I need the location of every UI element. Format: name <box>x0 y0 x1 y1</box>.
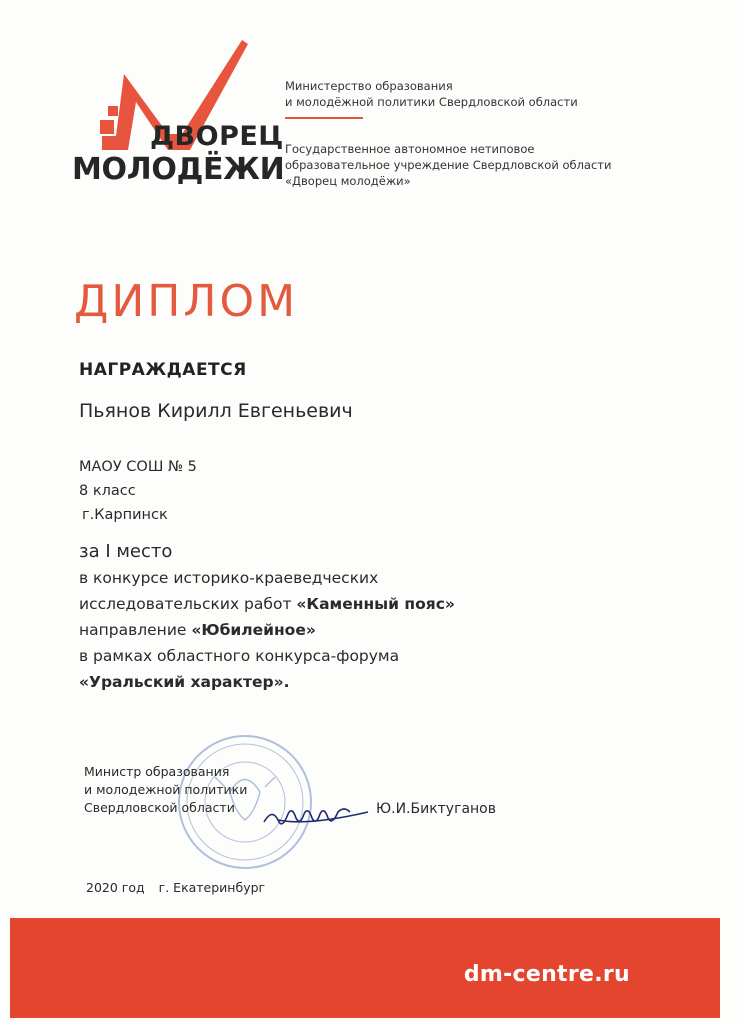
signatory-title <box>84 763 247 817</box>
signatory-line-1: Министр образования <box>84 764 230 779</box>
signatory-name: Ю.И.Биктуганов <box>376 801 496 817</box>
institution-line-3: «Дворец молодёжи» <box>285 174 411 188</box>
footer-bar <box>10 918 720 1018</box>
issue-year: 2020 год <box>86 880 145 895</box>
website-link[interactable]: dm-centre.ru <box>463 962 630 987</box>
institution-line-2: образовательное учреждение Свердловской области <box>285 158 612 172</box>
ministry-name <box>285 78 578 110</box>
ministry-line-1: Министерство образования <box>285 79 453 93</box>
reason-line-5 <box>79 669 455 695</box>
handwritten-signature-icon <box>258 796 388 836</box>
diploma-title: ДИПЛОМ <box>74 276 299 327</box>
direction-name: «Юбилейное» <box>191 621 316 639</box>
contest-name: «Каменный пояс» <box>296 595 455 613</box>
ministry-line-2: и молодёжной политики Свердловской области <box>285 95 578 109</box>
reason-line-2-text: исследовательских работ <box>79 595 297 613</box>
school-info <box>79 455 197 527</box>
forum-name: «Уральский характер». <box>79 673 290 691</box>
award-place: за I место <box>79 541 173 562</box>
school-city: г.Карпинск <box>82 507 168 523</box>
awarded-label: НАГРАЖДАЕТСЯ <box>79 360 247 380</box>
school-grade: 8 класс <box>79 483 136 499</box>
logo-line-2: МОЛОДЁЖИ <box>72 152 285 187</box>
reason-line-3 <box>79 617 455 643</box>
signatory-line-2: и молодежной политики <box>84 782 248 797</box>
institution-name <box>285 141 611 189</box>
issue-date <box>86 880 265 895</box>
reason-line-3-text: направление <box>79 621 192 639</box>
reason-line-1: в конкурсе историко-краеведческих <box>79 569 379 587</box>
institution-line-1: Государственное автономное нетиповое <box>285 142 535 156</box>
issue-place: г. Екатеринбург <box>158 880 266 895</box>
org-divider <box>285 117 363 119</box>
school-name: МАОУ СОШ № 5 <box>79 459 197 475</box>
award-reason <box>79 539 455 695</box>
reason-line-4: в рамках областного конкурса-форума <box>79 647 400 665</box>
logo-line-1: ДВОРЕЦ <box>150 121 284 152</box>
signatory-line-3: Свердловской области <box>84 800 235 815</box>
reason-line-2 <box>79 591 455 617</box>
recipient-name: Пьянов Кирилл Евгеньевич <box>79 400 353 422</box>
